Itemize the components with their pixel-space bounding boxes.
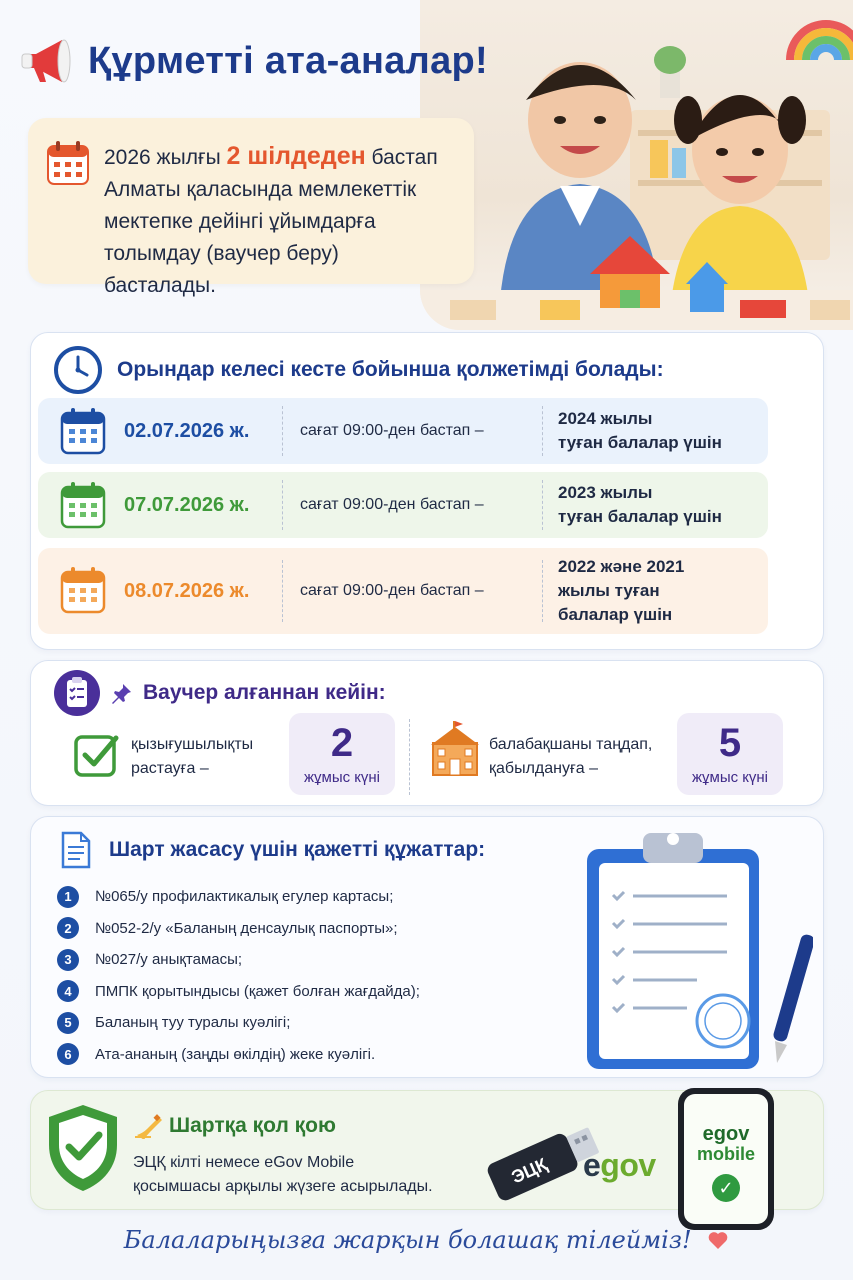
schedule-row [38,548,768,634]
item-number: 4 [57,980,79,1002]
item-text: ПМПК қорытындысы (қажет болған жағдайда); [95,982,420,1000]
divider [282,480,283,530]
announce-prefix: 2026 жылғы [104,146,227,169]
documents-header [61,831,485,869]
item-text: №065/у профилактикалық егулер картасы; [95,888,394,906]
item-text: Ата-ананың (заңды өкілдің) жеке куәлігі. [95,1045,376,1063]
schedule-target-line: 2023 жылы [558,483,653,502]
confirm-days-badge [289,713,395,795]
schedule-date: 07.07.2026 ж. [124,493,250,516]
item-number: 5 [57,1012,79,1034]
sign-description [133,1151,433,1199]
voucher-step-line: қабылдануға – [489,760,599,777]
divider [282,560,283,622]
list-item [57,881,420,913]
check-icon: ✓ [712,1174,740,1202]
divider [542,406,543,456]
announce-line-4: толымдау (ваучер беру) басталады. [104,242,339,297]
item-text: №027/у анықтамасы; [95,951,243,969]
documents-card [30,816,824,1078]
clipboard-illustration [577,823,813,1073]
megaphone-icon [20,36,76,86]
item-text: Баланың туу туралы куәлігі; [95,1014,291,1032]
egov-mobile-phone [678,1088,774,1230]
calendar-icon [46,140,90,186]
usb-key-label: ЭЦҚ [508,1154,551,1188]
schedule-target-line: 2024 жылы [558,409,653,428]
phone-app-subtitle: mobile [696,1144,755,1164]
schedule-time: сағат 09:00-ден бастап – [300,422,484,439]
voucher-step-enroll-text [489,733,652,781]
confirm-days-unit: жұмыс күні [304,769,380,786]
shield-check-icon [45,1103,121,1193]
item-number: 3 [57,949,79,971]
divider [542,480,543,530]
calendar-icon [60,407,106,455]
schedule-header [53,345,664,395]
heart-icon [707,1230,729,1250]
egov-logo-gov: gov [600,1147,656,1183]
schedule-row [38,398,768,464]
item-number: 6 [57,1043,79,1065]
checkbox-checked-icon [73,731,121,779]
schedule-target-line: 2022 және 2021 [558,557,685,576]
phone-screen [684,1094,768,1224]
item-number: 2 [57,917,79,939]
list-item [57,976,420,1008]
footer [0,1226,853,1254]
voucher-step-line: растауға – [131,760,209,777]
schedule-target-line: балалар үшін [558,605,673,624]
enroll-days-number: 5 [718,721,742,765]
divider [409,719,410,795]
enroll-days-unit: жұмыс күні [692,769,768,786]
schedule-date: 08.07.2026 ж. [124,579,250,602]
schedule-time: сағат 09:00-ден бастап – [300,496,484,513]
writing-hand-icon [133,1113,163,1139]
announcement-text [104,140,456,302]
egov-logo-e: e [583,1147,601,1183]
sign-header [133,1113,336,1139]
schedule-target [558,481,722,529]
schedule-time: сағат 09:00-ден бастап – [300,582,484,599]
phone-app-name: egov [702,1123,750,1145]
item-number: 1 [57,886,79,908]
voucher-card [30,660,824,806]
list-item [57,913,420,945]
documents-list [57,881,420,1070]
confirm-days-number: 2 [330,721,354,765]
item-text: №052-2/у «Баланың денсаулық паспорты»; [95,919,398,937]
sign-line: қосымшасы арқылы жүзеге асырылады. [133,1178,433,1195]
announce-date-highlight: 2 шілдеден [226,142,366,170]
voucher-step-line: балабақшаны таңдап, [489,736,653,753]
pushpin-icon [111,682,133,704]
calendar-icon [60,566,106,614]
voucher-header [53,669,386,717]
calendar-icon [60,481,106,529]
divider [282,406,283,456]
school-building-icon [429,721,481,777]
document-icon [61,831,91,869]
clock-icon [53,345,103,395]
schedule-target-line: жылы туған [558,581,660,600]
header [20,36,488,86]
voucher-title: Ваучер алғаннан кейін: [143,681,386,704]
schedule-date: 02.07.2026 ж. [124,419,250,442]
voucher-step-line: қызығушылықты [131,736,254,753]
page-title: Құрметті ата-аналар! [88,39,489,82]
checklist-icon [53,669,101,717]
sign-line: ЭЦҚ кілті немесе eGov Mobile [133,1154,355,1171]
announcement-card [28,118,474,297]
schedule-target-line: туған балалар үшін [558,433,722,452]
footer-wish: Балаларыңызға жарқын болашақ тілейміз! [123,1226,692,1254]
schedule-title: Орындар келесі кесте бойынша қолжетімді болады: [117,358,664,381]
schedule-target [558,555,684,627]
announce-line-3: мектепке дейінгі ұйымдарға [104,210,376,233]
list-item [57,944,420,976]
egov-logo [583,1147,656,1184]
list-item [57,1039,420,1071]
list-item [57,1007,420,1039]
divider [542,560,543,622]
enroll-days-badge [677,713,783,795]
announce-line-2: Алматы қаласында мемлекеттік [104,178,417,201]
schedule-target-line: туған балалар үшін [558,507,722,526]
voucher-step-confirm-text [131,733,253,781]
schedule-row [38,472,768,538]
sign-title: Шартқа қол қою [169,1114,336,1137]
announce-suffix: бастап [365,146,438,169]
schedule-target [558,407,722,455]
documents-title: Шарт жасасу үшін қажетті құжаттар: [109,838,486,861]
